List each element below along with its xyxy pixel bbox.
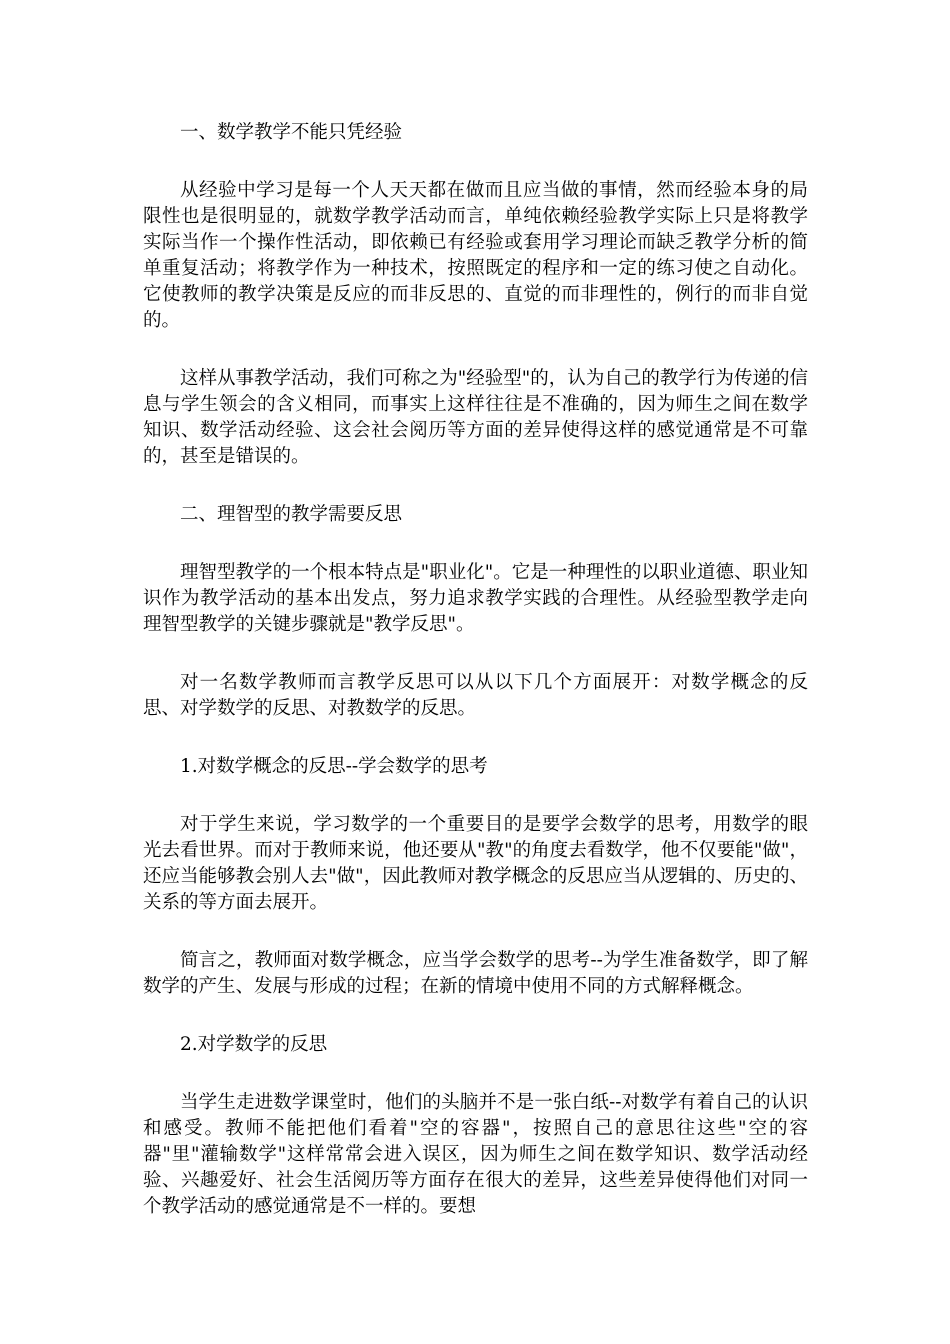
body-paragraph: 这样从事教学活动，我们可称之为"经验型"的，认为自己的教学行为传递的信息与学生领会的含义相同，而事实上这样往往是不准确的，因为师生之间在数学知识、数学活动经验、这会社会阅历等方面的差异使得这样的感觉通常是不可靠的，甚至是错误的。 — [143, 368, 808, 467]
document-body — [143, 120, 808, 1220]
subsection-heading-2: 2.对学数学的反思 — [180, 1034, 328, 1055]
section-heading-1: 一、数学教学不能只凭经验 — [180, 122, 403, 143]
body-paragraph: 对于学生来说，学习数学的一个重要目的是要学会数学的思考，用数学的眼光去看世界。而对于教师来说，他还要从"教"的角度去看数学，他不仅要能"做"，还应当能够教会别人去"做"，因此教师对教学概念的反思应当从逻辑的、历史的、关系的等方面去展开。 — [143, 814, 808, 913]
body-paragraph: 从经验中学习是每一个人天天都在做而且应当做的事情，然而经验本身的局限性也是很明显的，就数学教学活动而言，单纯依赖经验教学实际上只是将教学实际当作一个操作性活动，即依赖已有经验或套用学习理论而缺乏教学分析的简单重复活动；将教学作为一种技术，按照既定的程序和一定的练习使之自动化。它使教师的教学决策是反应的而非反思的、直觉的而非理性的，例行的而非自觉的。 — [143, 180, 808, 331]
body-paragraph: 对一名数学教师而言教学反思可以从以下几个方面展开：对数学概念的反思、对学数学的反思、对教数学的反思。 — [143, 672, 808, 719]
body-paragraph: 理智型教学的一个根本特点是"职业化"。它是一种理性的以职业道德、职业知识作为教学活动的基本出发点，努力追求教学实践的合理性。从经验型教学走向理智型教学的关键步骤就是"教学反思"。 — [143, 562, 808, 635]
body-paragraph: 简言之，教师面对数学概念，应当学会数学的思考--为学生准备数学，即了解数学的产生、发展与形成的过程；在新的情境中使用不同的方式解释概念。 — [143, 950, 808, 997]
body-paragraph: 当学生走进数学课堂时，他们的头脑并不是一张白纸--对数学有着自己的认识和感受。教师不能把他们看着"空的容器"，按照自己的意思往这些"空的容器"里"灌输数学"这样常常会进入误区，因为师生之间在数学知识、数学活动经验、兴趣爱好、社会生活阅历等方面存在很大的差异，这些差异使得他们对同一个教学活动的感觉通常是不一样的。要想 — [143, 1092, 808, 1217]
subsection-heading-1: 1.对数学概念的反思--学会数学的思考 — [180, 756, 488, 777]
section-heading-2: 二、理智型的教学需要反思 — [180, 504, 403, 525]
